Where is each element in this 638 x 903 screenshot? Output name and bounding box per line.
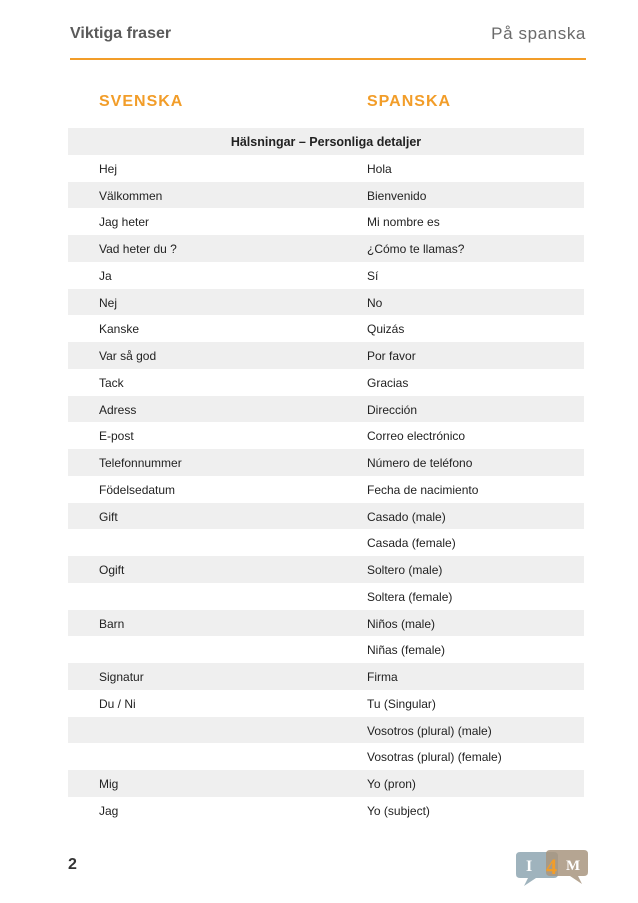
table-row	[68, 396, 584, 423]
swedish-phrase: Nej	[99, 295, 118, 310]
swedish-phrase: Tack	[99, 375, 124, 390]
swedish-phrase: Signatur	[99, 670, 144, 684]
table-row	[68, 610, 584, 637]
swedish-phrase: Gift	[99, 509, 118, 524]
swedish-phrase: Ogift	[99, 563, 125, 577]
svg-text:4: 4	[546, 854, 557, 879]
column-header-spanish: SPANSKA	[367, 93, 452, 110]
table-row	[68, 289, 584, 316]
page-number: 2	[68, 856, 77, 873]
table-row	[68, 182, 584, 209]
table-row	[68, 369, 584, 396]
swedish-phrase: Vad heter du ?	[99, 242, 177, 256]
swedish-phrase: Välkommen	[99, 188, 163, 203]
swedish-phrase: Ja	[99, 268, 112, 283]
swedish-phrase: Barn	[99, 616, 125, 631]
spanish-phrase: Número de teléfono	[367, 456, 473, 470]
swedish-phrase: Kanske	[99, 322, 140, 337]
spanish-phrase: Yo (subject)	[367, 803, 430, 818]
table-row	[68, 663, 584, 690]
spanish-phrase: Yo (pron)	[367, 777, 416, 791]
i4m-logo	[514, 846, 590, 888]
table-row	[68, 235, 584, 262]
spanish-phrase: Firma	[367, 670, 398, 684]
column-header-swedish: SVENSKA	[99, 93, 184, 110]
spanish-phrase: Mi nombre es	[367, 215, 440, 230]
table-row	[68, 476, 584, 503]
table-row	[68, 449, 584, 476]
table-row	[68, 797, 584, 824]
section-title: Hälsningar – Personliga detaljer	[230, 135, 422, 149]
table-row	[68, 583, 584, 610]
table-row	[68, 690, 584, 717]
spanish-phrase: Soltero (male)	[367, 563, 443, 577]
phrase-rows	[68, 155, 584, 824]
spanish-phrase: Bienvenido	[367, 188, 427, 203]
spanish-phrase: ¿Cómo te llamas?	[367, 242, 465, 256]
spanish-phrase: Gracias	[367, 375, 409, 390]
spanish-phrase: Correo electrónico	[367, 429, 466, 444]
table-row	[68, 155, 584, 182]
table-row	[68, 208, 584, 235]
spanish-phrase: Hola	[367, 161, 392, 176]
svg-text:M: M	[566, 858, 581, 874]
swedish-phrase: Födelsedatum	[99, 482, 176, 497]
table-row	[68, 556, 584, 583]
swedish-phrase: Jag heter	[99, 215, 150, 230]
table-row	[68, 503, 584, 530]
spanish-phrase: No	[367, 295, 383, 310]
spanish-phrase: Casado (male)	[367, 509, 446, 524]
header-divider	[70, 58, 586, 60]
table-row	[68, 529, 584, 556]
spanish-phrase: Niños (male)	[367, 616, 436, 631]
swedish-phrase: Adress	[99, 402, 137, 417]
table-row	[68, 342, 584, 369]
spanish-phrase: Quizás	[367, 322, 405, 337]
swedish-phrase: Var så god	[99, 349, 157, 363]
spanish-phrase: Casada (female)	[367, 536, 456, 551]
table-row	[68, 422, 584, 449]
phrase-table	[68, 128, 584, 824]
table-row	[68, 262, 584, 289]
spanish-phrase: Niñas (female)	[367, 643, 446, 658]
swedish-phrase: Telefonnummer	[99, 456, 182, 470]
spanish-phrase: Vosotros (plural) (male)	[367, 723, 492, 738]
header-subtitle: På spanska	[491, 24, 586, 43]
spanish-phrase: Fecha de nacimiento	[367, 482, 479, 497]
table-row	[68, 743, 584, 770]
section-header-row	[68, 128, 584, 155]
spanish-phrase: Por favor	[367, 349, 416, 363]
spanish-phrase: Soltera (female)	[367, 589, 453, 604]
spanish-phrase: Dirección	[367, 402, 418, 417]
spanish-phrase: Sí	[367, 268, 379, 283]
spanish-phrase: Tu (Singular)	[367, 696, 436, 711]
swedish-phrase: Hej	[99, 161, 118, 176]
svg-text:I: I	[526, 858, 533, 875]
table-row	[68, 315, 584, 342]
header-title: Viktiga fraser	[70, 25, 172, 42]
swedish-phrase: E-post	[99, 429, 134, 444]
table-row	[68, 770, 584, 797]
spanish-phrase: Vosotras (plural) (female)	[367, 750, 502, 765]
swedish-phrase: Mig	[99, 777, 119, 791]
swedish-phrase: Du / Ni	[99, 696, 136, 711]
table-row	[68, 636, 584, 663]
table-row	[68, 717, 584, 744]
swedish-phrase: Jag	[99, 803, 119, 818]
